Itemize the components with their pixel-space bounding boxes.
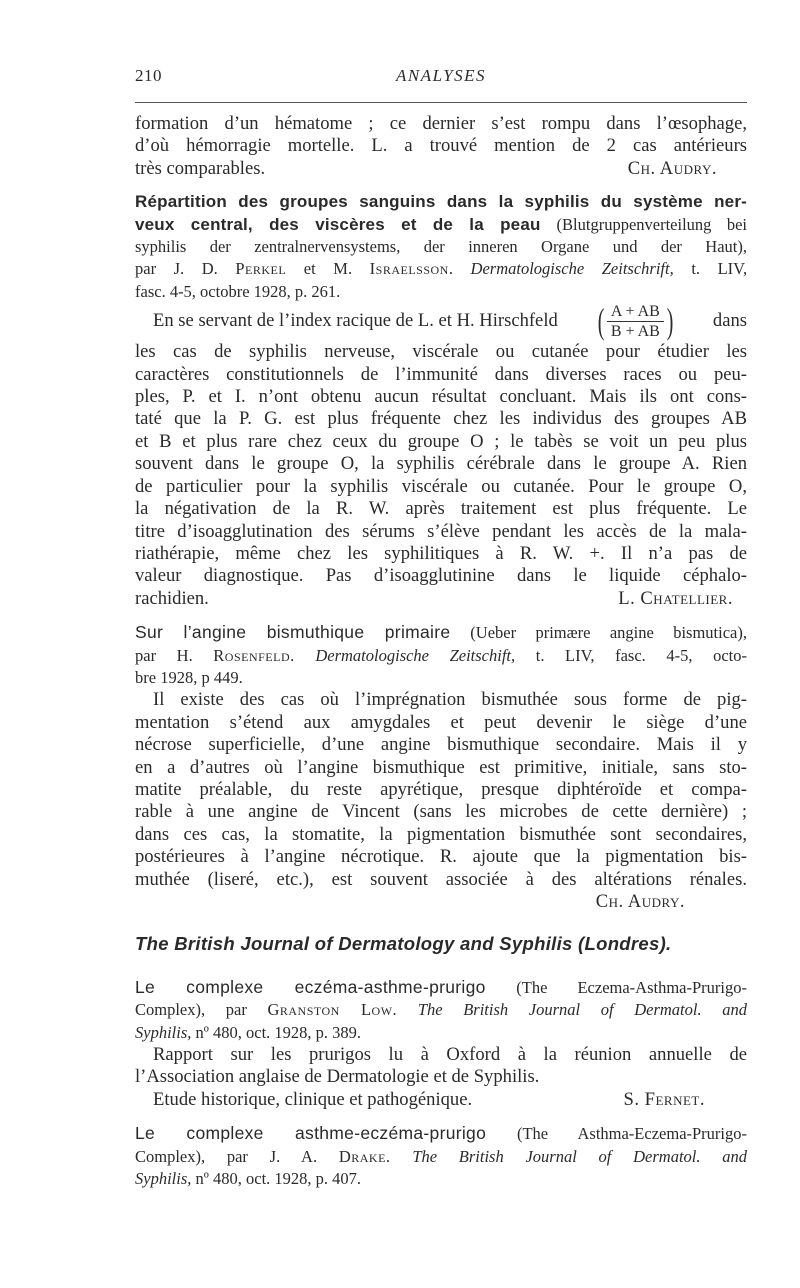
text-line: postérieures à l’angine nécrotique. R. ajoute que la pigmentation bis- [135, 846, 747, 868]
citation-line [135, 645, 747, 667]
article-title-line [135, 214, 747, 236]
header-rule [135, 102, 747, 103]
spacer [135, 610, 747, 621]
article-title: Le complexe asthme-eczéma-prurigo [135, 1123, 487, 1144]
journal-name: Dermatologische Zeitschrift, [470, 259, 674, 279]
spacer [135, 180, 747, 191]
citation-line: par J. D. Perkel et M. Israelsson. Dermatologische Zeitschrift, t. LIV, [135, 259, 748, 279]
fraction-numerator: A + AB [607, 303, 664, 322]
page-header [135, 66, 747, 90]
journal-name: Syphilis, [135, 1022, 192, 1042]
text-line: mentation s’étend aux amygdales et peut devenir le siège d’une [135, 711, 747, 733]
text-fragment: rachidien. [135, 587, 209, 609]
text-line: formation d’un hématome ; ce dernier s’est rompu dans l’œsophage, [135, 113, 747, 134]
text-line: et B et plus rare chez ceux du groupe O ; le tabès se voit un peu plus [135, 430, 747, 452]
author-signature: Ch. Audry. [627, 157, 717, 179]
journal-name: The British Journal of Dermatol. and [412, 1146, 747, 1166]
article-title-line [135, 621, 747, 644]
citation-ref-line: bre 1928, p 449. [135, 667, 243, 687]
text-line-with-signature [135, 588, 747, 610]
citation-ref: nº 480, oct. 1928, p. 389. [195, 1022, 362, 1042]
running-title: ANALYSES [395, 66, 487, 85]
author-signature: Ch. Audry. [595, 891, 685, 912]
text-line: les cas de syphilis nerveuse, viscérale ou cutanée pour étudier les [135, 341, 747, 363]
text-line: la négativation de la R. W. après traitement est plus fréquente. Le [135, 498, 747, 520]
article-continuation [135, 113, 747, 180]
text-line: rable à une angine de Vincent (sans les microbes de cette dernière) ; [135, 801, 747, 823]
abstract-eczema-asthma-prurigo [135, 976, 747, 1111]
article-title: veux central, des viscères et de la peau [135, 214, 541, 234]
author-name: Granston Low. [267, 1000, 398, 1020]
text-line: nécrose superficielle, d’une angine bismuthique secondaire. Mais il y [135, 734, 747, 756]
text-line-with-signature [135, 158, 747, 180]
citation-par: par H. [135, 645, 193, 665]
text-fragment: En se servant de l’index racique de L. et H. Hirschfeld [153, 310, 558, 332]
abstract-syphilis-blood-groups [135, 191, 747, 610]
signature-line [135, 891, 747, 913]
text-line: l’Association anglaise de Dermatologie et de Syphilis. [135, 1066, 540, 1088]
original-title-line: syphilis der zentralnervensystems, der inneren Organe und der Haut), [135, 237, 747, 257]
article-title: Répartition des groupes sanguins dans la syphilis du système ner- [135, 192, 747, 212]
text-fragment: dans [712, 310, 747, 332]
text-line: caractères constitutionnels de l’immunité dans diverses races ou peu- [135, 363, 747, 385]
citation-ref: t. LIV, [691, 259, 748, 279]
original-title: Complex), par J. A. [135, 1146, 318, 1166]
page-number: 210 [135, 66, 162, 85]
article-title-line [135, 976, 747, 999]
citation-et: et M. [303, 259, 353, 279]
article-title-line [135, 1122, 747, 1145]
text-line: ples, P. et I. n’ont obtenu aucun résultat concluant. Mais ils ont cons- [135, 386, 747, 408]
citation-ref-line [135, 1168, 747, 1190]
article-title-line [135, 191, 747, 213]
original-title: (Ueber primære angine bismutica), [470, 623, 747, 643]
spacer [135, 956, 747, 976]
author-name: Perkel [235, 259, 287, 279]
abstract-asthma-eczema-prurigo [135, 1122, 747, 1190]
text-line: dans ces cas, la stomatite, la pigmentation bismuthée sont secondaires, [135, 823, 747, 845]
citation-ref-line: fasc. 4-5, octobre 1928, p. 261. [135, 281, 341, 301]
citation-line [135, 1146, 747, 1168]
journal-name: The British Journal of Dermatol. and [417, 1000, 747, 1020]
text-line: souvent dans le groupe O, la syphilis cérébrale dans le groupe A. Rien [135, 453, 747, 475]
author-signature: L. Chatellier. [618, 587, 733, 609]
author-signature: S. Fernet. [623, 1088, 705, 1110]
citation-line [135, 999, 747, 1021]
text-fragment: très comparables. [135, 157, 266, 179]
racial-index-formula [595, 303, 676, 340]
page-body [135, 113, 747, 1190]
citation-ref: t. LIV, fasc. 4-5, octo- [535, 645, 748, 665]
article-title: Sur l’angine bismuthique primaire [135, 622, 451, 643]
original-title: (The Eczema-Asthma-Prurigo- [516, 977, 747, 997]
right-paren: ) [666, 301, 674, 342]
text-line: matite préalable, du reste apyrétique, presque diphtéroïde et compa- [135, 778, 747, 800]
author-name: Drake. [338, 1146, 391, 1166]
journal-name: Syphilis, [135, 1169, 192, 1189]
text-line: muthée (liseré, etc.), est souvent associée à des altérations rénales. [135, 868, 747, 890]
journal-section-heading: The British Journal of Dermatology and Syphilis (Londres). [135, 933, 672, 955]
journal-name: Dermatologische Zeitschift, [315, 645, 516, 665]
formula-line [135, 299, 747, 343]
article-title: Le complexe eczéma-asthme-prurigo [135, 976, 486, 997]
text-line-with-signature [135, 1089, 747, 1111]
abstract-bismuth-angina [135, 621, 747, 913]
text-line: Rapport sur les prurigos lu à Oxford à la réunion annuelle de [153, 1044, 747, 1066]
text-line: taté que la P. G. est plus fréquente chez les individus des groupes AB [135, 408, 747, 430]
author-name: Rosenfeld. [213, 645, 295, 665]
citation-ref: nº 480, oct. 1928, p. 407. [195, 1169, 362, 1189]
fraction-denominator: B + AB [610, 322, 660, 340]
text-line: titre d’isoagglutination des sérums s’élève pendant les accès de la mala- [135, 520, 747, 542]
text-fragment: Etude historique, clinique et pathogénique. [153, 1088, 473, 1110]
text-line: valeur diagnostique. Pas d’isoagglutinine dans le liquide céphalo- [135, 565, 747, 587]
text-line: de particulier pour la syphilis viscérale ou cutanée. Pour le groupe O, [135, 475, 747, 497]
text-line: d’où hémorragie mortelle. L. a trouvé mention de 2 cas antérieurs [135, 135, 747, 157]
citation-par: par J. D. [135, 259, 218, 279]
text-line: en a d’autres où l’angine bismuthique est primitive, initiale, sans sto- [135, 756, 747, 778]
original-title: Complex), par [135, 1000, 247, 1020]
spacer [135, 913, 747, 933]
original-title: (Blutgruppenverteilung bei [556, 214, 747, 234]
original-title: (The Asthma-Eczema-Prurigo- [516, 1124, 748, 1144]
text-line: riathérapie, même chez les syphilitiques à R. W. +. Il n’a pas de [135, 542, 747, 564]
fraction [607, 303, 664, 340]
text-line: Il existe des cas où l’imprégnation bismuthée sous forme de pig- [153, 689, 747, 711]
author-name: Israelsson [369, 259, 449, 279]
citation-ref-line [135, 1022, 747, 1044]
left-paren: ( [597, 301, 605, 342]
spacer [135, 1111, 747, 1122]
